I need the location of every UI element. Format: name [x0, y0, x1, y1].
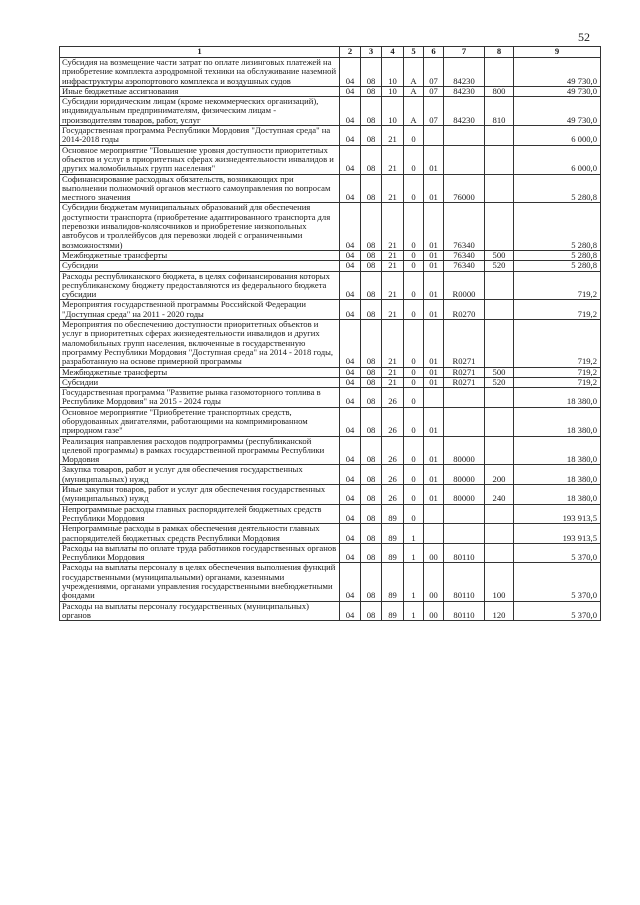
code-6: 07 [424, 97, 444, 126]
table-row [60, 86, 601, 96]
code-3: 08 [361, 250, 382, 260]
amount: 193 913,5 [514, 524, 601, 544]
col-header-1: 1 [60, 47, 340, 58]
table-row [60, 388, 601, 408]
code-3: 08 [361, 203, 382, 250]
row-name: Непрограммные расходы в рамках обеспечения деятельности главных распорядителей бюджетных средств Республики Мордовия [60, 524, 340, 544]
code-8: 810 [485, 97, 514, 126]
code-2: 04 [340, 58, 361, 87]
code-2: 04 [340, 86, 361, 96]
code-8 [485, 145, 514, 174]
code-8: 100 [485, 563, 514, 601]
code-7: 84230 [444, 58, 485, 87]
row-name: Основное мероприятие "Повышение уровня доступности приоритетных объектов и услуг в приоритетных сферах жизнедеятельности инвалидов и других маломобильных групп населения" [60, 145, 340, 174]
code-4: 21 [382, 261, 404, 271]
code-2: 04 [340, 524, 361, 544]
row-name: Закупка товаров, работ и услуг для обеспечения государственных (муниципальных) нужд [60, 465, 340, 485]
code-7: 80000 [444, 485, 485, 505]
code-8: 120 [485, 601, 514, 621]
code-6: 00 [424, 563, 444, 601]
code-5: 0 [404, 261, 424, 271]
row-name: Субсидии [60, 261, 340, 271]
code-5: 1 [404, 524, 424, 544]
code-2: 04 [340, 407, 361, 436]
code-2: 04 [340, 377, 361, 387]
code-5: 0 [404, 145, 424, 174]
table-row [60, 601, 601, 621]
code-3: 08 [361, 86, 382, 96]
code-7 [444, 388, 485, 408]
code-4: 21 [382, 203, 404, 250]
code-3: 08 [361, 407, 382, 436]
amount: 5 370,0 [514, 543, 601, 563]
row-name: Мероприятия по обеспечению доступности приоритетных объектов и услуг в приоритетных сферах жизнедеятельности инвалидов и других маломобильных групп населения, включенные в государственную программу Республики Мордовия "Доступная среда" на 2014 - 2018 годы, разработанную на основе примерной программы [60, 320, 340, 367]
code-6: 01 [424, 250, 444, 260]
table-row [60, 300, 601, 320]
code-4: 21 [382, 300, 404, 320]
amount: 49 730,0 [514, 86, 601, 96]
code-6: 07 [424, 86, 444, 96]
code-8 [485, 407, 514, 436]
row-name: Межбюджетные трансферты [60, 367, 340, 377]
code-4: 89 [382, 563, 404, 601]
amount: 719,2 [514, 367, 601, 377]
col-header-9: 9 [514, 47, 601, 58]
code-2: 04 [340, 465, 361, 485]
code-6: 01 [424, 485, 444, 505]
code-3: 08 [361, 485, 382, 505]
code-5: 1 [404, 601, 424, 621]
code-7: 84230 [444, 86, 485, 96]
code-6 [424, 388, 444, 408]
table-row [60, 126, 601, 146]
code-4: 89 [382, 524, 404, 544]
code-4: 21 [382, 174, 404, 203]
code-8 [485, 174, 514, 203]
code-3: 08 [361, 601, 382, 621]
code-5: 0 [404, 388, 424, 408]
code-2: 04 [340, 271, 361, 300]
code-8 [485, 58, 514, 87]
row-name: Расходы на выплаты персоналу государственных (муниципальных) органов [60, 601, 340, 621]
table-row [60, 524, 601, 544]
code-4: 89 [382, 601, 404, 621]
amount: 18 380,0 [514, 388, 601, 408]
code-7: 80000 [444, 465, 485, 485]
code-8: 500 [485, 250, 514, 260]
code-3: 08 [361, 97, 382, 126]
code-4: 21 [382, 271, 404, 300]
code-2: 04 [340, 145, 361, 174]
row-name: Межбюджетные трансферты [60, 250, 340, 260]
amount: 6 000,0 [514, 126, 601, 146]
code-3: 08 [361, 261, 382, 271]
code-7: 76000 [444, 174, 485, 203]
code-7: 80110 [444, 543, 485, 563]
code-5: 0 [404, 126, 424, 146]
code-5: 0 [404, 271, 424, 300]
code-8 [485, 126, 514, 146]
col-header-5: 5 [404, 47, 424, 58]
code-6: 01 [424, 145, 444, 174]
code-4: 21 [382, 126, 404, 146]
amount: 193 913,5 [514, 504, 601, 524]
code-2: 04 [340, 601, 361, 621]
code-4: 10 [382, 86, 404, 96]
code-6: 07 [424, 58, 444, 87]
code-2: 04 [340, 261, 361, 271]
row-name: Расходы республиканского бюджета, в целях софинансирования которых республиканскому бюджету предоставляются из федерального бюджета субсидии [60, 271, 340, 300]
row-name: Софинансирование расходных обязательств, возникающих при выполнении полномочий органов местного самоуправления по вопросам местного значения [60, 174, 340, 203]
amount: 18 380,0 [514, 436, 601, 465]
code-5: 0 [404, 203, 424, 250]
row-name: Расходы на выплаты персоналу в целях обеспечения выполнения функций государственными (муниципальными) органами, казенными учреждениями, органами управления государственными внебюджетными фондами [60, 563, 340, 601]
code-4: 26 [382, 436, 404, 465]
col-header-8: 8 [485, 47, 514, 58]
code-7: 80000 [444, 436, 485, 465]
code-2: 04 [340, 174, 361, 203]
code-3: 08 [361, 504, 382, 524]
table-row [60, 543, 601, 563]
amount: 719,2 [514, 320, 601, 367]
code-6: 01 [424, 407, 444, 436]
code-3: 08 [361, 377, 382, 387]
code-5: 0 [404, 504, 424, 524]
code-3: 08 [361, 388, 382, 408]
table-row [60, 407, 601, 436]
code-5: 0 [404, 174, 424, 203]
code-6 [424, 504, 444, 524]
table-row [60, 271, 601, 300]
code-5: 1 [404, 563, 424, 601]
code-7 [444, 145, 485, 174]
code-4: 89 [382, 543, 404, 563]
row-name: Государственная программа "Развитие рынка газомоторного топлива в Республике Мордовия" на 2015 - 2024 годы [60, 388, 340, 408]
col-header-7: 7 [444, 47, 485, 58]
code-7: 76340 [444, 250, 485, 260]
code-8: 240 [485, 485, 514, 505]
code-5: 0 [404, 407, 424, 436]
code-4: 89 [382, 504, 404, 524]
code-7: R0000 [444, 271, 485, 300]
code-8: 520 [485, 261, 514, 271]
code-2: 04 [340, 563, 361, 601]
code-2: 04 [340, 250, 361, 260]
amount: 5 370,0 [514, 601, 601, 621]
code-4: 26 [382, 388, 404, 408]
code-8 [485, 436, 514, 465]
code-6: 01 [424, 261, 444, 271]
amount: 5 280,8 [514, 203, 601, 250]
row-name: Иные бюджетные ассигнования [60, 86, 340, 96]
code-3: 08 [361, 436, 382, 465]
code-7: R0271 [444, 367, 485, 377]
code-5: А [404, 97, 424, 126]
code-7 [444, 504, 485, 524]
row-name: Расходы на выплаты по оплате труда работников государственных органов Республики Мордовия [60, 543, 340, 563]
amount: 719,2 [514, 271, 601, 300]
code-5: А [404, 58, 424, 87]
code-8 [485, 203, 514, 250]
row-name: Основное мероприятие "Приобретение транспортных средств, оборудованных двигателями, работающими на компримированном природном газе" [60, 407, 340, 436]
code-3: 08 [361, 126, 382, 146]
code-6: 01 [424, 367, 444, 377]
code-3: 08 [361, 174, 382, 203]
col-header-4: 4 [382, 47, 404, 58]
code-7: 80110 [444, 563, 485, 601]
code-5: 0 [404, 367, 424, 377]
code-5: 0 [404, 377, 424, 387]
table-row [60, 174, 601, 203]
row-name: Государственная программа Республики Мордовия "Доступная среда" на 2014-2018 годы [60, 126, 340, 146]
header-row [60, 47, 601, 58]
code-7: R0270 [444, 300, 485, 320]
code-5: 1 [404, 543, 424, 563]
table-row [60, 97, 601, 126]
code-5: 0 [404, 436, 424, 465]
code-7 [444, 524, 485, 544]
table-row [60, 563, 601, 601]
code-3: 08 [361, 465, 382, 485]
code-6 [424, 524, 444, 544]
code-5: 0 [404, 320, 424, 367]
code-2: 04 [340, 126, 361, 146]
code-4: 10 [382, 97, 404, 126]
code-5: 0 [404, 465, 424, 485]
code-4: 21 [382, 367, 404, 377]
code-4: 21 [382, 145, 404, 174]
table-row [60, 250, 601, 260]
row-name: Субсидия на возмещение части затрат по оплате лизинговых платежей на приобретение комплекта аэродромной техники на обслуживание наземной инфраструктуры аэропортового комплекса и воздушных судов [60, 58, 340, 87]
code-4: 21 [382, 320, 404, 367]
amount: 18 380,0 [514, 407, 601, 436]
code-8 [485, 504, 514, 524]
code-3: 08 [361, 58, 382, 87]
code-2: 04 [340, 436, 361, 465]
row-name: Реализация направления расходов подпрограммы (республиканской целевой программы) в рамках государственной программы Республики Мордовия [60, 436, 340, 465]
code-7: R0271 [444, 320, 485, 367]
code-5: 0 [404, 485, 424, 505]
amount: 49 730,0 [514, 97, 601, 126]
code-3: 08 [361, 543, 382, 563]
code-8: 500 [485, 367, 514, 377]
code-4: 21 [382, 377, 404, 387]
col-header-2: 2 [340, 47, 361, 58]
table-row [60, 367, 601, 377]
code-6: 01 [424, 436, 444, 465]
amount: 719,2 [514, 377, 601, 387]
code-3: 08 [361, 300, 382, 320]
code-6: 01 [424, 174, 444, 203]
code-7: 76340 [444, 203, 485, 250]
amount: 5 370,0 [514, 563, 601, 601]
table-row [60, 485, 601, 505]
page-number: 52 [578, 30, 590, 44]
code-5: 0 [404, 300, 424, 320]
table-row [60, 504, 601, 524]
code-8: 800 [485, 86, 514, 96]
code-7: 84230 [444, 97, 485, 126]
col-header-3: 3 [361, 47, 382, 58]
code-3: 08 [361, 145, 382, 174]
row-name: Мероприятия государственной программы Российской Федерации "Доступная среда" на 2011 - 2020 годы [60, 300, 340, 320]
row-name: Субсидии юридическим лицам (кроме некоммерческих организаций), индивидуальным предпринимателям, физическим лицам - производителям товаров, работ, услуг [60, 97, 340, 126]
code-2: 04 [340, 543, 361, 563]
code-3: 08 [361, 271, 382, 300]
code-4: 26 [382, 407, 404, 436]
code-8: 200 [485, 465, 514, 485]
table-row [60, 377, 601, 387]
table-row [60, 436, 601, 465]
code-7: 80110 [444, 601, 485, 621]
code-2: 04 [340, 504, 361, 524]
amount: 5 280,8 [514, 250, 601, 260]
code-8 [485, 388, 514, 408]
amount: 18 380,0 [514, 465, 601, 485]
code-3: 08 [361, 524, 382, 544]
table-row [60, 320, 601, 367]
code-6: 01 [424, 300, 444, 320]
table-row [60, 261, 601, 271]
code-7 [444, 407, 485, 436]
amount: 18 380,0 [514, 485, 601, 505]
code-7 [444, 126, 485, 146]
code-2: 04 [340, 97, 361, 126]
code-2: 04 [340, 300, 361, 320]
code-8 [485, 300, 514, 320]
table-row [60, 58, 601, 87]
amount: 5 280,8 [514, 261, 601, 271]
code-7: R0271 [444, 377, 485, 387]
code-2: 04 [340, 388, 361, 408]
code-4: 10 [382, 58, 404, 87]
code-8 [485, 543, 514, 563]
code-6: 01 [424, 465, 444, 485]
code-8 [485, 320, 514, 367]
row-name: Субсидии бюджетам муниципальных образований для обеспечения доступности транспорта (приобретение адаптированного транспорта для перевозки инвалидов-колясочников и приобретение низкопольных автобусов и троллейбусов для перевозки людей с ограниченными возможностями) [60, 203, 340, 250]
code-6: 01 [424, 271, 444, 300]
code-7: 76340 [444, 261, 485, 271]
code-8 [485, 524, 514, 544]
code-6 [424, 126, 444, 146]
row-name: Непрограммные расходы главных распорядителей бюджетных средств Республики Мордовия [60, 504, 340, 524]
code-6: 00 [424, 601, 444, 621]
amount: 6 000,0 [514, 145, 601, 174]
code-4: 21 [382, 250, 404, 260]
code-8 [485, 271, 514, 300]
code-5: А [404, 86, 424, 96]
code-2: 04 [340, 485, 361, 505]
code-3: 08 [361, 320, 382, 367]
table-row [60, 465, 601, 485]
amount: 49 730,0 [514, 58, 601, 87]
amount: 719,2 [514, 300, 601, 320]
code-3: 08 [361, 367, 382, 377]
code-6: 01 [424, 377, 444, 387]
row-name: Иные закупки товаров, работ и услуг для обеспечения государственных (муниципальных) нужд [60, 485, 340, 505]
col-header-6: 6 [424, 47, 444, 58]
table-row [60, 145, 601, 174]
budget-table [59, 46, 601, 621]
code-6: 00 [424, 543, 444, 563]
table-row [60, 203, 601, 250]
code-8: 520 [485, 377, 514, 387]
code-6: 01 [424, 203, 444, 250]
code-6: 01 [424, 320, 444, 367]
code-3: 08 [361, 563, 382, 601]
code-5: 0 [404, 250, 424, 260]
code-2: 04 [340, 367, 361, 377]
code-4: 26 [382, 485, 404, 505]
amount: 5 280,8 [514, 174, 601, 203]
row-name: Субсидии [60, 377, 340, 387]
code-4: 26 [382, 465, 404, 485]
code-2: 04 [340, 203, 361, 250]
code-2: 04 [340, 320, 361, 367]
